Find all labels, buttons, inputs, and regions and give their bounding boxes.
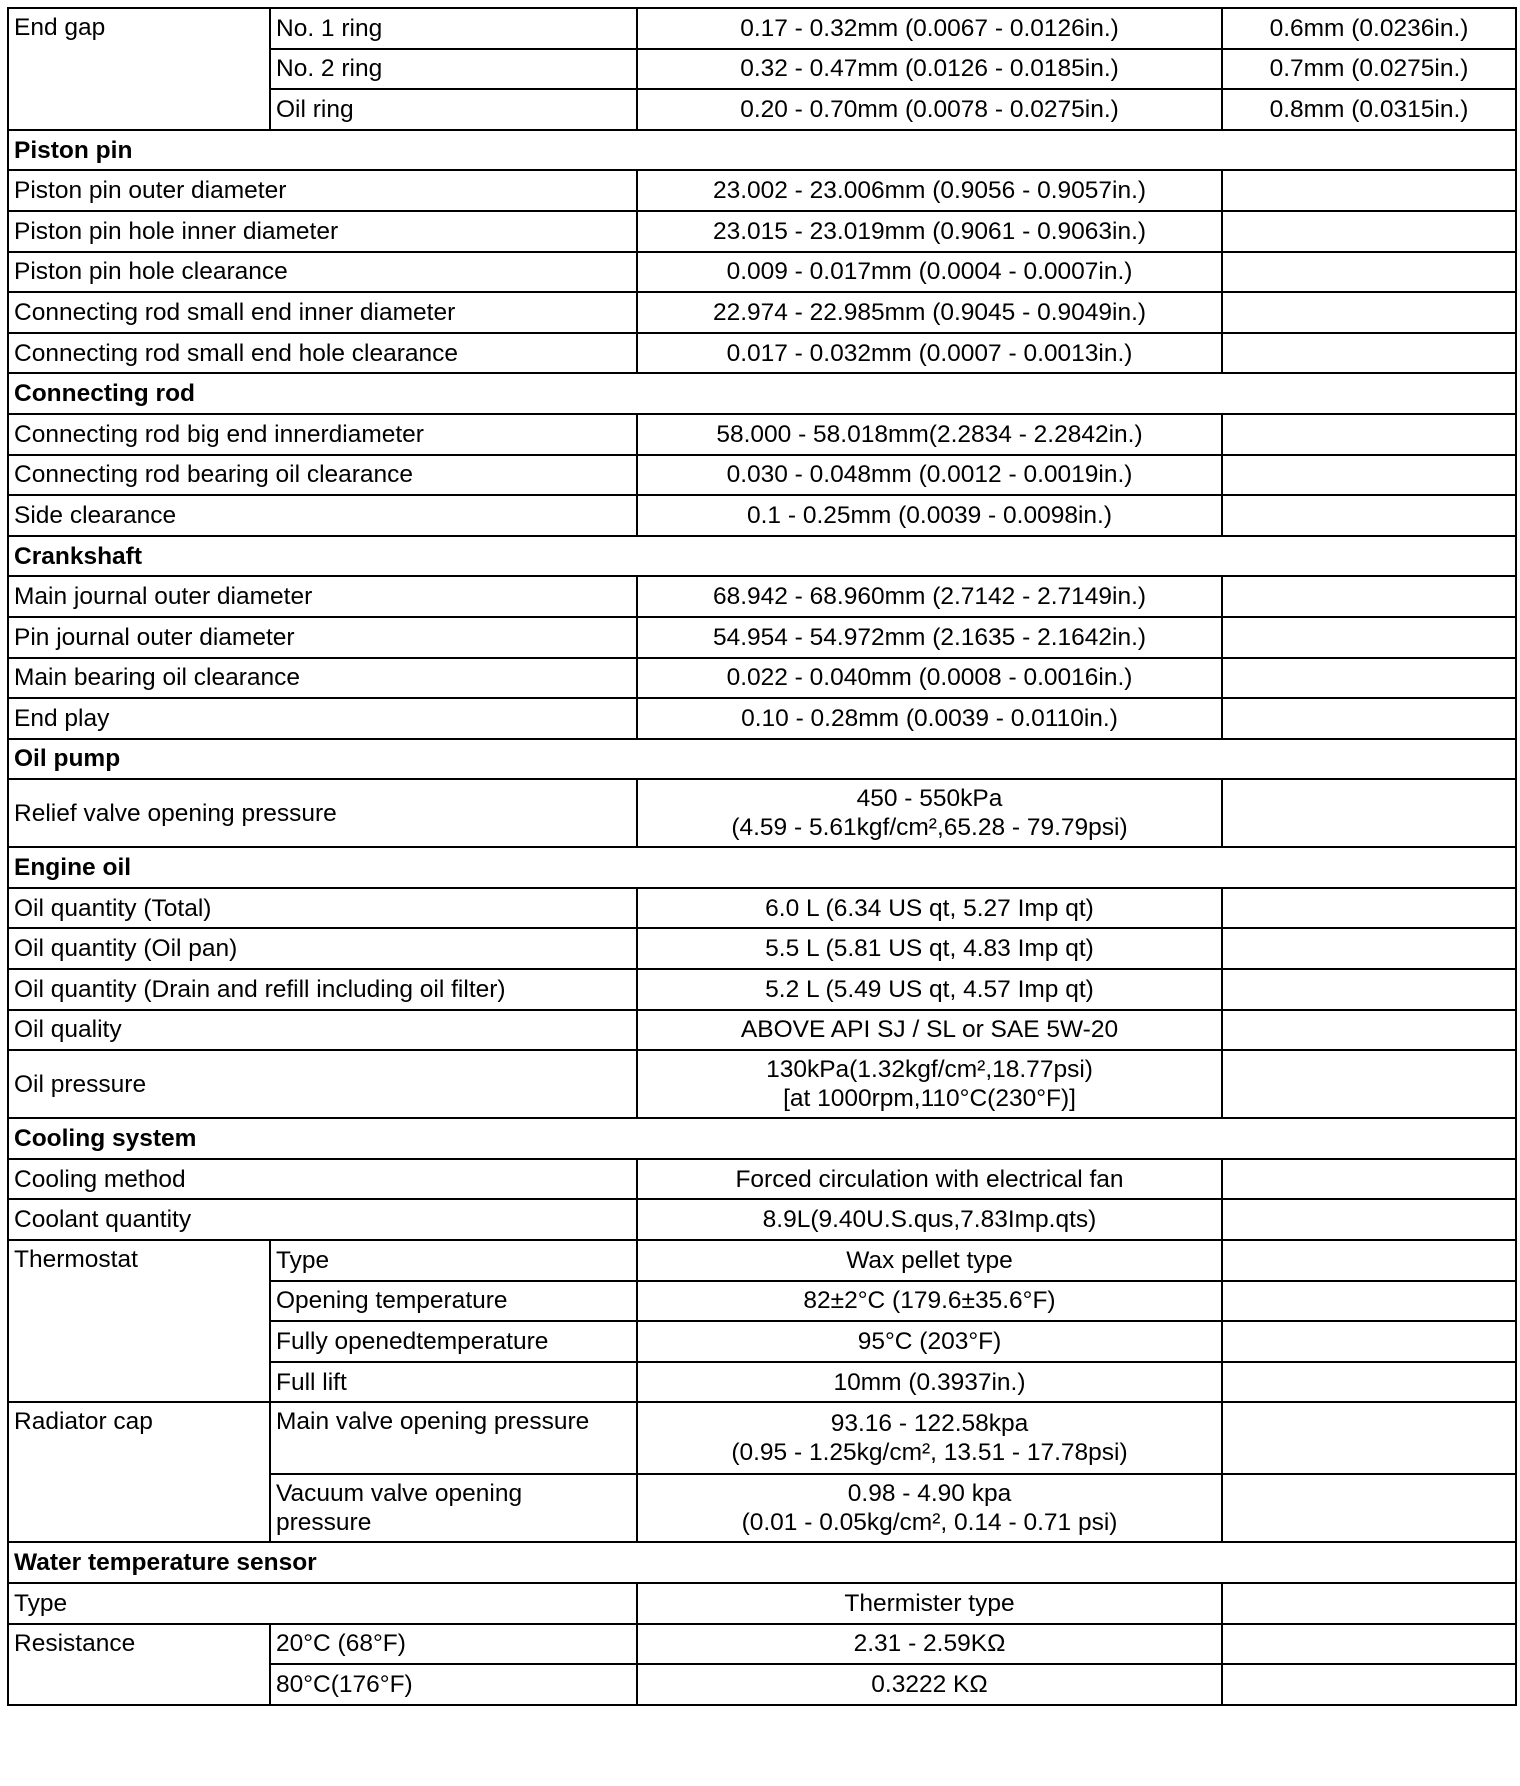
section-header-row [8,847,1516,888]
row-label: Relief valve opening pressure [8,779,637,847]
table-row [8,414,1516,455]
limit-cell [1222,576,1516,617]
table-row [8,1199,1516,1240]
limit-cell [1222,969,1516,1010]
spec-value: 5.2 L (5.49 US qt, 4.57 Imp qt) [637,969,1222,1010]
spec-value: 0.030 - 0.048mm (0.0012 - 0.0019in.) [637,455,1222,496]
spec-value [637,1402,1222,1474]
spec-value: 0.022 - 0.040mm (0.0008 - 0.0016in.) [637,658,1222,699]
spec-value-line: 0.98 - 4.90 kpa [847,1480,1012,1508]
table-row [8,1159,1516,1200]
table-row [8,928,1516,969]
spec-value-line: (0.95 - 1.25kg/cm², 13.51 - 17.78psi) [731,1439,1128,1467]
row-label: Oil quantity (Oil pan) [8,928,637,969]
row-label: Coolant quantity [8,1199,637,1240]
section-header-row [8,739,1516,780]
table-row [8,888,1516,929]
row-label: Radiator cap [8,1402,270,1542]
limit-cell [1222,1402,1516,1474]
row-label: Piston pin hole inner diameter [8,211,637,252]
limit-cell [1222,414,1516,455]
limit-cell [1222,1474,1516,1542]
row-label: Type [8,1583,637,1624]
limit-cell [1222,1050,1516,1118]
limit-cell [1222,928,1516,969]
row-label: Side clearance [8,495,637,536]
table-row [8,1402,1516,1474]
table-row [8,1624,1516,1665]
spec-value: 0.17 - 0.32mm (0.0067 - 0.0126in.) [637,8,1222,49]
limit-cell [1222,698,1516,739]
row-label: Cooling method [8,1159,637,1200]
limit-cell [1222,658,1516,699]
row-sublabel: 80°C(176°F) [270,1664,637,1705]
row-sublabel: Opening temperature [270,1281,637,1322]
spec-value: 82±2°C (179.6±35.6°F) [637,1281,1222,1322]
limit-cell [1222,1010,1516,1051]
section-header-row [8,130,1516,171]
row-sublabel-line: pressure [276,1509,372,1537]
row-label: Piston pin outer diameter [8,170,637,211]
limit-cell [1222,617,1516,658]
limit-cell [1222,1624,1516,1665]
section-header-row [8,1542,1516,1583]
table-row [8,1050,1516,1118]
row-label: Oil quantity (Total) [8,888,637,929]
spec-value: 0.017 - 0.032mm (0.0007 - 0.0013in.) [637,333,1222,374]
spec-value: Forced circulation with electrical fan [637,1159,1222,1200]
spec-value-line: 93.16 - 122.58kpa [830,1410,1029,1438]
spec-value-line: 450 - 550kPa [856,785,1003,813]
row-label: Connecting rod big end innerdiameter [8,414,637,455]
row-label: Main bearing oil clearance [8,658,637,699]
table-row [8,1010,1516,1051]
spec-value: 0.1 - 0.25mm (0.0039 - 0.0098in.) [637,495,1222,536]
table-row [8,292,1516,333]
spec-value: 0.20 - 0.70mm (0.0078 - 0.0275in.) [637,89,1222,130]
row-sublabel: No. 2 ring [270,49,637,90]
section-title: Water temperature sensor [8,1542,1516,1583]
spec-value: 95°C (203°F) [637,1321,1222,1362]
row-label: Resistance [8,1624,270,1705]
table-row [8,211,1516,252]
row-label: Oil pressure [8,1050,637,1118]
table-row [8,495,1516,536]
row-sublabel: Oil ring [270,89,637,130]
section-title: Crankshaft [8,536,1516,577]
limit-cell [1222,1199,1516,1240]
section-header-row [8,1118,1516,1159]
limit-cell [1222,1664,1516,1705]
spec-value-line: [at 1000rpm,110°C(230°F)] [783,1085,1076,1113]
table-row [8,252,1516,293]
spec-value: 0.10 - 0.28mm (0.0039 - 0.0110in.) [637,698,1222,739]
row-sublabel: Fully openedtemperature [270,1321,637,1362]
table-row [8,969,1516,1010]
limit-cell [1222,1321,1516,1362]
section-title: Piston pin [8,130,1516,171]
spec-value: 58.000 - 58.018mm(2.2834 - 2.2842in.) [637,414,1222,455]
limit-cell [1222,252,1516,293]
limit-cell [1222,779,1516,847]
limit-cell [1222,1362,1516,1403]
row-label: Oil quality [8,1010,637,1051]
row-sublabel: 20°C (68°F) [270,1624,637,1665]
spec-value-line: (0.01 - 0.05kg/cm², 0.14 - 0.71 psi) [741,1509,1118,1537]
spec-value: 68.942 - 68.960mm (2.7142 - 2.7149in.) [637,576,1222,617]
spec-value: 23.002 - 23.006mm (0.9056 - 0.9057in.) [637,170,1222,211]
spec-value: 6.0 L (6.34 US qt, 5.27 Imp qt) [637,888,1222,929]
spec-value [637,779,1222,847]
limit-cell [1222,292,1516,333]
limit-cell [1222,170,1516,211]
row-sublabel: No. 1 ring [270,8,637,49]
row-sublabel: Full lift [270,1362,637,1403]
table-row [8,617,1516,658]
limit-cell [1222,888,1516,929]
row-label: Connecting rod bearing oil clearance [8,455,637,496]
spec-value-line: (4.59 - 5.61kgf/cm²,65.28 - 79.79psi) [731,814,1128,842]
table-row [8,698,1516,739]
section-header-row [8,536,1516,577]
section-header-row [8,373,1516,414]
row-label: Thermostat [8,1240,270,1402]
row-sublabel: Type [270,1240,637,1281]
row-sublabel: Main valve opening pressure [270,1402,637,1474]
table-row [8,1583,1516,1624]
row-label: Oil quantity (Drain and refill including oil filter) [8,969,637,1010]
spec-value: 2.31 - 2.59KΩ [637,1624,1222,1665]
spec-value [637,1050,1222,1118]
table-row [8,455,1516,496]
spec-value: 0.3222 KΩ [637,1664,1222,1705]
spec-value: 5.5 L (5.81 US qt, 4.83 Imp qt) [637,928,1222,969]
spec-value: 0.32 - 0.47mm (0.0126 - 0.0185in.) [637,49,1222,90]
limit-value: 0.6mm (0.0236in.) [1222,8,1516,49]
row-label: Connecting rod small end inner diameter [8,292,637,333]
spec-value: 10mm (0.3937in.) [637,1362,1222,1403]
spec-value [637,1474,1222,1542]
row-label: Pin journal outer diameter [8,617,637,658]
limit-value: 0.8mm (0.0315in.) [1222,89,1516,130]
row-label: Piston pin hole clearance [8,252,637,293]
table-row [8,170,1516,211]
table-row [8,8,1516,49]
table-row [8,658,1516,699]
section-title: Engine oil [8,847,1516,888]
limit-cell [1222,1240,1516,1281]
spec-value: 54.954 - 54.972mm (2.1635 - 2.1642in.) [637,617,1222,658]
section-title: Cooling system [8,1118,1516,1159]
spec-value: 0.009 - 0.017mm (0.0004 - 0.0007in.) [637,252,1222,293]
spec-value-line: 130kPa(1.32kgf/cm²,18.77psi) [766,1056,1093,1084]
table-row [8,576,1516,617]
row-sublabel [270,1474,637,1542]
row-label: End gap [8,8,270,130]
section-title: Oil pump [8,739,1516,780]
spec-value: 8.9L(9.40U.S.qus,7.83Imp.qts) [637,1199,1222,1240]
limit-value: 0.7mm (0.0275in.) [1222,49,1516,90]
spec-table [7,7,1517,1706]
spec-value: 23.015 - 23.019mm (0.9061 - 0.9063in.) [637,211,1222,252]
row-label: Connecting rod small end hole clearance [8,333,637,374]
limit-cell [1222,211,1516,252]
table-row [8,333,1516,374]
limit-cell [1222,1281,1516,1322]
limit-cell [1222,495,1516,536]
limit-cell [1222,455,1516,496]
spec-value: 22.974 - 22.985mm (0.9045 - 0.9049in.) [637,292,1222,333]
spec-value: ABOVE API SJ / SL or SAE 5W-20 [637,1010,1222,1051]
row-sublabel-line: Vacuum valve opening [276,1480,523,1508]
row-label: End play [8,698,637,739]
limit-cell [1222,333,1516,374]
limit-cell [1222,1583,1516,1624]
row-label: Main journal outer diameter [8,576,637,617]
table-row [8,779,1516,847]
table-row [8,1240,1516,1281]
spec-value: Wax pellet type [637,1240,1222,1281]
section-title: Connecting rod [8,373,1516,414]
limit-cell [1222,1159,1516,1200]
spec-value: Thermister type [637,1583,1222,1624]
